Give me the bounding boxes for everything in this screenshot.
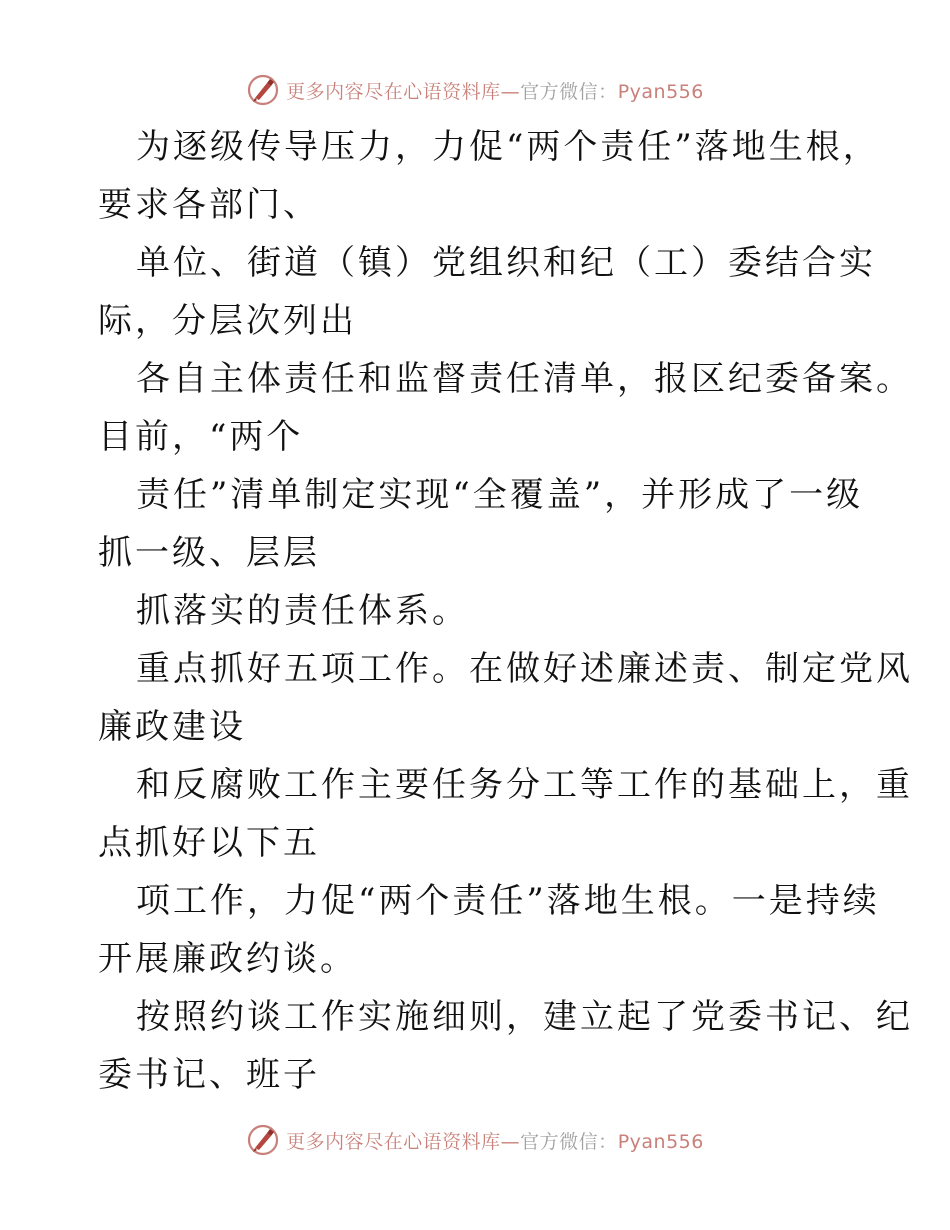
document-line: 单位、街道（镇）党组织和纪（工）委结合实 (136, 243, 876, 283)
document-line: 开展廉政约谈。 (98, 939, 357, 979)
watermark-text (286, 1127, 704, 1154)
document-line: 按照约谈工作实施细则，建立起了党委书记、纪 (136, 997, 913, 1037)
watermark-text (286, 77, 704, 104)
document-line: 廉政建设 (98, 707, 246, 747)
document-line: 项工作，力促“两个责任”落地生根。一是持续 (136, 881, 880, 921)
watermark-site-text: 更多内容尽在心语资料库 (286, 1130, 501, 1153)
pen-nib-logo-icon (246, 1123, 280, 1157)
document-line: 目前，“两个 (98, 417, 304, 457)
document-line: 各自主体责任和监督责任清单，报区纪委备案。 (136, 359, 913, 399)
document-body (98, 118, 913, 1104)
document-line: 重点抓好五项工作。在做好述廉述责、制定党风 (136, 649, 913, 689)
document-line: 际，分层次列出 (98, 301, 357, 341)
document-line: 抓一级、层层 (98, 533, 320, 573)
document-line: 委书记、班子 (98, 1055, 320, 1095)
watermark-handle: Pyan556 (617, 1130, 704, 1153)
watermark-header (0, 70, 950, 110)
document-line: 责任”清单制定实现“全覆盖”，并形成了一级 (136, 475, 864, 515)
document-line: 点抓好以下五 (98, 823, 320, 863)
pen-nib-logo-icon (246, 73, 280, 107)
watermark-official-text: 官方微信： (520, 1130, 618, 1153)
document-line: 抓落实的责任体系。 (136, 591, 469, 631)
watermark-dash: — (500, 1130, 521, 1153)
watermark-site-text: 更多内容尽在心语资料库 (286, 80, 501, 103)
watermark-official-text: 官方微信： (520, 80, 618, 103)
watermark-dash: — (500, 80, 521, 103)
document-line: 和反腐败工作主要任务分工等工作的基础上，重 (136, 765, 913, 805)
document-line: 为逐级传导压力，力促“两个责任”落地生根， (136, 127, 880, 167)
document-line: 要求各部门、 (98, 185, 320, 225)
watermark-handle: Pyan556 (617, 80, 704, 103)
watermark-footer (0, 1120, 950, 1160)
